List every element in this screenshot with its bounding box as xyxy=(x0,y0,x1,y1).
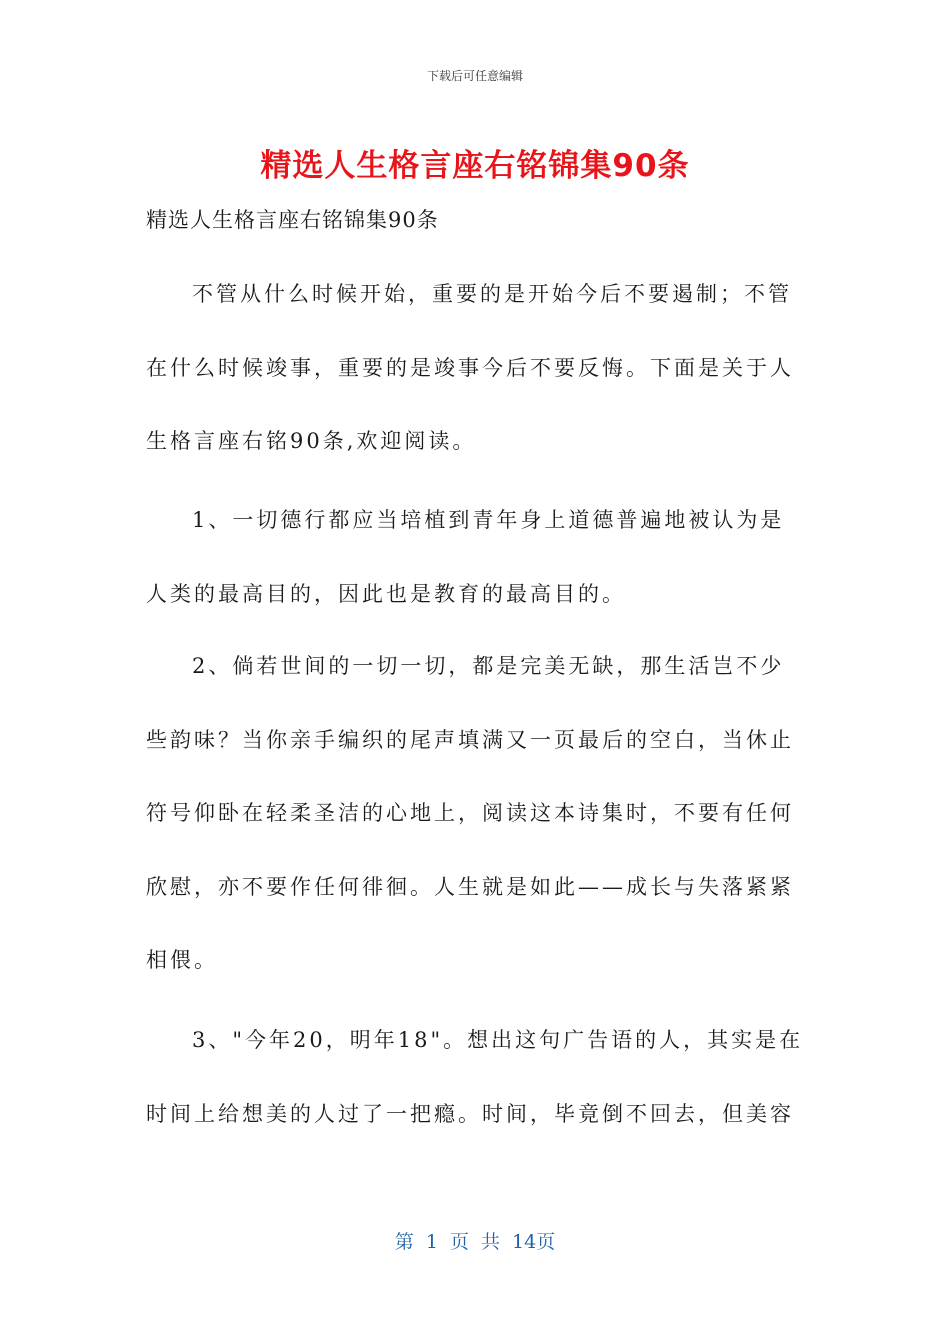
quote-paragraph-3: 3、"今年20，明年18"。想出这句广告语的人，其实是在时间上给想美的人过了一把瘾。时间，毕竟倒不回去，但美容 xyxy=(146,1028,804,1126)
intro-paragraph: 不管从什么时候开始，重要的是开始今后不要遏制；不管在什么时候竣事，重要的是竣事今后不要反悔。下面是关于人生格言座右铭90条,欢迎阅读。 xyxy=(146,282,794,453)
header-note: 下载后可任意编辑 xyxy=(426,69,523,83)
quote-paragraph-2: 2、倘若世间的一切一切，都是完美无缺，那生活岂不少些韵味？当你亲手编织的尾声填满又一页最后的空白，当休止符号仰卧在轻柔圣洁的心地上，阅读这本诗集时，不要有任何欣慰，亦不要作任何徘徊。人生就是如此——成长与失落紧紧相偎。 xyxy=(146,654,794,972)
page-indicator: 第 1 页 共 14页 xyxy=(394,1231,556,1253)
quote-paragraph-1: 1、一切德行都应当培植到青年身上道德普遍地被认为是人类的最高目的，因此也是教育的最高目的。 xyxy=(146,508,785,606)
document-subtitle: 精选人生格言座右铭锦集90条 xyxy=(146,208,439,232)
document-title: 精选人生格言座右铭锦集90条 xyxy=(260,148,690,184)
